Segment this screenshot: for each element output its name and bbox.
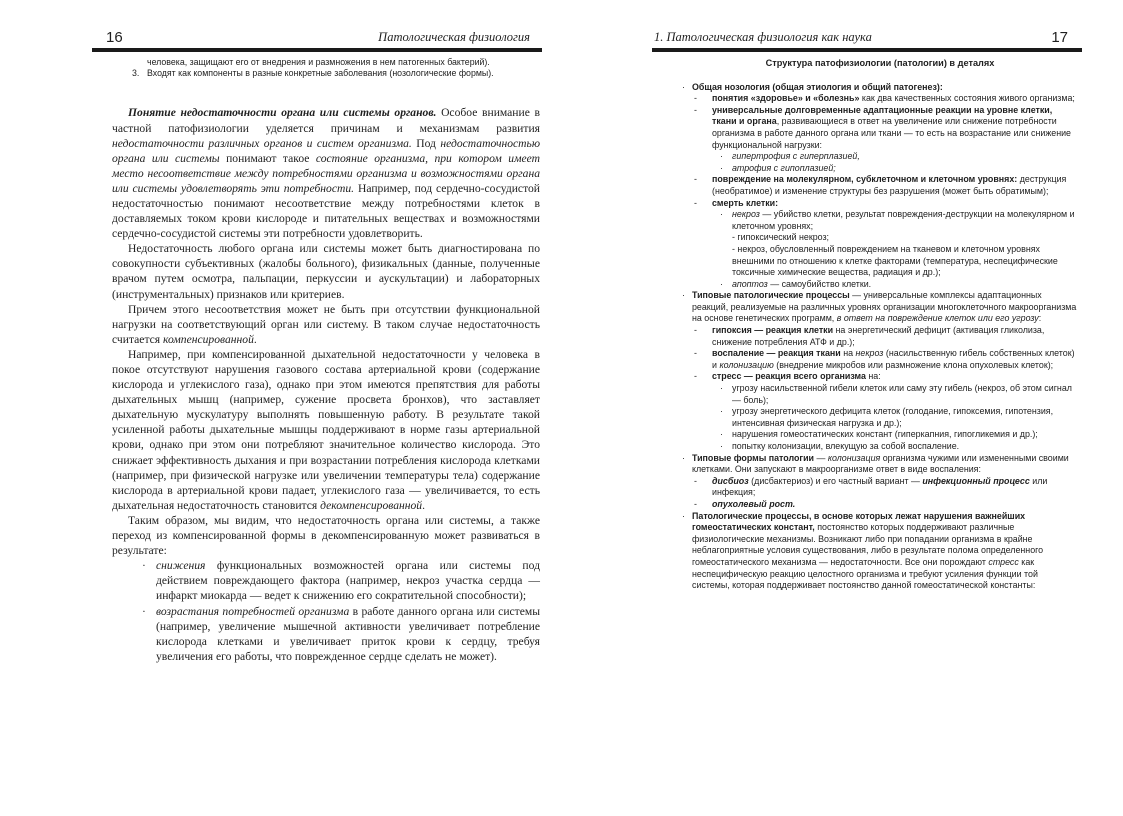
paragraph: Причем этого несоответствия может не быть при отсутствии функциональной нагрузки на соответствующий орган или систему. В таком случае недостаточность считается компенсированной. (112, 302, 540, 346)
outline-subitem: - универсальные долговременные адаптационные реакции на уровне клетки, ткани и органа, развивающиеся в ответ на увеличение или снижение потребности организма в работе данного органа или ткани — то есть на возрастание или снижение функциональной нагрузки: · гипертрофия с гиперплазией, · атрофия с гипоплазией; (692, 105, 1078, 175)
outline-subitem: - дисбиоз (дисбактериоз) и его частный вариант — инфекционный процесс или инфекция; (694, 475, 1048, 498)
right-page (652, 26, 1082, 716)
list-item: 3. Входят как компоненты в разные конкретные заболевания (нозологические формы). (132, 68, 494, 79)
paragraph: Таким образом, мы видим, что недостаточность органа или системы, а также переход из компенсированной формы в декомпенсированную может развиваться в результате: (112, 513, 540, 558)
bullet-icon: · (720, 429, 723, 440)
running-head-left (92, 26, 542, 52)
dash-icon: - (694, 475, 697, 486)
outline-item: · Типовые патологические процессы — универсальные комплексы адаптационных реакций, реализуемые на различных уровнях организации многоклеточного макроорганизма на основе генетических программ, в ответ на повреждение клеток или его угрозу: - гипоксия — реакция клетки на энергетический дефицит (активация гликолиза, снижение потребления АТФ и др.); - воспаление — реакция ткани на некроз (насильственную гибель собственных клеток) и колонизацию (внедрение микробов или размножение клона опухолевых клеток); - стресс — реакция всего организма на: · угрозу насильственной гибели клеток или саму эту гибель (некроз, об этом сигнал — боль); · угрозу энергетического дефицита клеток (голодание, гипоксемия, гипотензия, интенсивная физическая нагрузка и др.); · нарушения гомеостатических констант (гиперкапния, гипогликемия и др.); · попытку колонизации, влекущую за собой воспаление. (682, 290, 1077, 451)
bullet-icon: · (720, 162, 723, 173)
outline-item: · Общая нозология (общая этиология и общий патогенез): - понятия «здоровье» и «болезнь» как два качественных состояния живого организма; - универсальные долговременные адаптационные реакции на уровне клетки, ткани и органа, развивающиеся в ответ на увеличение или снижение потребности организма в работе данного органа или ткани — то есть на возрастание или снижение функциональной нагрузки: · гипертрофия с гиперплазией, · атрофия с гипоплазией; - повреждение на молекулярном, субклеточном и клеточном уровнях: деструкция (необратимое) и изменение структуры без разрушения (может быть обратимым); - смерть клетки: · некроз — убийство клетки, результат повреждения-деструкции на молекулярном и клеточном уровнях; - гипоксический некроз; - некроз, обусловленный повреждением на тканевом и клеточном уровнях внешними по отношению к клетке факторами (температура, неспецифические токсичные химические вещества, радиация и др.); · апоптоз — самоубийство клетки. (682, 82, 1078, 291)
list-item: · снижения функциональных возможностей органа или системы под действием повреждающего фактора (например, некроз участка сердца — инфаркт миокарда — ведет к снижению его сократительной способности); (142, 559, 540, 603)
outline-subitem: - воспаление — реакция ткани на некроз (насильственную гибель собственных клеток) и колонизацию (внедрение микробов или размножение клона опухолевых клеток); (694, 348, 1075, 370)
outline-subsubitem: - некроз, обусловленный повреждением на тканевом и клеточном уровнях внешними по отношению к клетке факторами (температура, неспецифические токсичные химические вещества, радиация и др.); (732, 243, 1058, 278)
bullet-icon: · (682, 81, 685, 92)
dash-icon: - (694, 371, 697, 382)
dash-icon: - (694, 93, 697, 104)
left-page (92, 26, 542, 716)
outline-subsubitem: · атрофия с гипоплазией; (720, 162, 836, 173)
bullet-list (112, 558, 540, 664)
page-number: 16 (106, 29, 123, 46)
paragraph: Недостаточность любого органа или системы может быть диагностирована по совокупности субъективных (жалобы больного), физикальных (данные, полученные врачом путем осмотра, пальпации, перкуссии и аускультации) и лабораторных (инструментальных) признаков или критериев. (112, 242, 540, 301)
outline-item: · Патологические процессы, в основе которых лежат нарушения важнейших гомеостатических констант, постоянство которых поддерживают различные физиологические механизмы. Возникают либо при попадании организма в крайне неблагоприятные условия существования, либо в результате полома определенного гомеостатического механизма — недостаточности. Все они порождают стресс как неспецифическую реакцию целостного организма и требуют усиления функции той системы, которая поддерживает постоянство данной гомеостатической константы: (682, 510, 1044, 591)
bullet-icon: · (142, 604, 146, 618)
continued-list (132, 57, 542, 79)
bullet-icon: · (682, 290, 685, 301)
outline-subitem: - гипоксия — реакция клетки на энергетический дефицит (активация гликолиза, снижение потребления АТФ и др.); (694, 325, 1045, 347)
outline-item: · Типовые формы патологии — колонизация организма чужими или измененными своими клетками. Они запускают в макроорганизме ответ в виде воспаления: - дисбиоз (дисбактериоз) и его частный вариант — инфекционный процесс или инфекция; - опухолевый рост. (682, 453, 1078, 511)
list-item: · возрастания потребностей организма в работе данного органа или системы (например, увеличение мышечной активности увеличивает потребление кислорода клетками и увеличивает приток крови к сердцу, требуя увеличения его работы, что поврежденное сердце сделать не может). (142, 604, 541, 663)
outline-subsubitem: · апоптоз — самоубийство клетки. (720, 278, 872, 289)
right-body-text (682, 58, 1078, 592)
dash-icon: - (694, 197, 697, 208)
bullet-icon: · (682, 510, 685, 521)
outline-subitem: - повреждение на молекулярном, субклеточном и клеточном уровнях: деструкция (необратимое) и изменение структуры без разрушения (может быть обратимым); (694, 174, 1067, 196)
dash-icon: - (694, 348, 697, 359)
outline-subsubitem: · нарушения гомеостатических констант (гиперкапния, гипогликемия и др.); (720, 429, 1038, 440)
bullet-icon: · (720, 278, 723, 289)
outline-subitem: - понятия «здоровье» и «болезнь» как два качественных состояния живого организма; (694, 93, 1075, 104)
dash-icon: - (694, 498, 697, 509)
running-title: 1. Патологическая физиология как наука (654, 30, 872, 44)
outline-subsubitem: · попытку колонизации, влекущую за собой воспаление. (720, 441, 960, 451)
term-heading: Понятие недостаточности органа или системы органов. (128, 106, 437, 120)
dash-icon: - (694, 174, 697, 185)
outline-subitem: - стресс — реакция всего организма на: · угрозу насильственной гибели клеток или саму эту гибель (некроз, об этом сигнал — боль); · угрозу энергетического дефицита клеток (голодание, гипоксемия, гипотензия, интенсивная физическая нагрузка и др.); · нарушения гомеостатических констант (гиперкапния, гипогликемия и др.); · попытку колонизации, влекущую за собой воспаление. (692, 371, 1078, 452)
list-item: человека, защищают его от внедрения и размножения в нем патогенных бактерий). (147, 57, 490, 67)
paragraph: Например, при компенсированной дыхательной недостаточности у человека в покое отсутствуют нарушения газового состава артериальной крови (содержание кислорода и углекислого газа), однако при этом имеются препятствия для работы дыхательных мышц (например, сужение просвета бронхов), что заставляет дыхательную мускулатуру выполнять повышенную работу. В результате такой усиленной работы дыхательные мышцы поддерживают в норме газы артериальной крови, однако при этом они потребляют значительное количество кислорода. Это снижает эффективность дыхания и при возрастании потребления кислорода клетками (например, при физической нагрузке или увеличении температуры тела) содержание кислорода в артериальной крови падает, углекислого газа — увеличивается, то есть дыхательная недостаточность становится декомпенсированной. (112, 347, 540, 512)
outline-subsubitem: · гипертрофия с гиперплазией, (720, 151, 860, 162)
page-number: 17 (1051, 29, 1068, 46)
bullet-icon: · (142, 559, 146, 573)
outline-subitem: - смерть клетки: · некроз — убийство клетки, результат повреждения-деструкции на молекулярном и клеточном уровнях; - гипоксический некроз; - некроз, обусловленный повреждением на тканевом и клеточном уровнях внешними по отношению к клетке факторами (температура, неспецифические токсичные химические вещества, радиация и др.); · апоптоз — самоубийство клетки. (692, 198, 1078, 291)
bullet-icon: · (720, 383, 723, 394)
bullet-icon: · (720, 209, 723, 220)
bullet-icon: · (720, 151, 723, 162)
running-title: Патологическая физиология (378, 30, 530, 44)
section-title: Структура патофизиологии (патологии) в деталях (765, 58, 995, 68)
dash-icon: - (694, 104, 697, 115)
outline-list (682, 82, 1078, 592)
bullet-icon: · (720, 441, 723, 451)
running-head-right (652, 26, 1082, 52)
bullet-icon: · (720, 406, 723, 417)
outline-subsubitem: · угрозу энергетического дефицита клеток (голодание, гипоксемия, гипотензия, интенсивная физическая нагрузка и др.); (720, 406, 1054, 428)
outline-subsubitem: - гипоксический некроз; (732, 232, 830, 243)
dash-icon: - (694, 325, 697, 336)
outline-subsubitem: · некроз — убийство клетки, результат повреждения-деструкции на молекулярном и клеточном уровнях; (720, 209, 1075, 231)
outline-subsubitem: · угрозу насильственной гибели клеток или саму эту гибель (некроз, об этом сигнал — боль); (720, 383, 1072, 405)
paragraph: Понятие недостаточности органа или системы органов. Особое внимание в частной патофизиологии уделяется причинам и механизмам развития недостаточности различных органов и систем организма. Под недостаточностью органа или системы понимают такое состояние организма, при котором имеет место несоответствие между потребностями организма и возможностями органа или системы удовлетворять эти потребности. Например, под сердечно-сосудистой недостаточностью понимают несоответствие между потребностями клеток в доставляемых током крови кислороде и питательных веществах и возможностями сердечно-сосудистой системы эти потребности удовлетворить. (112, 106, 541, 241)
left-body-text (112, 105, 540, 663)
bullet-icon: · (682, 452, 685, 463)
outline-subitem: - опухолевый рост. (694, 498, 796, 509)
list-number: 3. (132, 68, 140, 79)
